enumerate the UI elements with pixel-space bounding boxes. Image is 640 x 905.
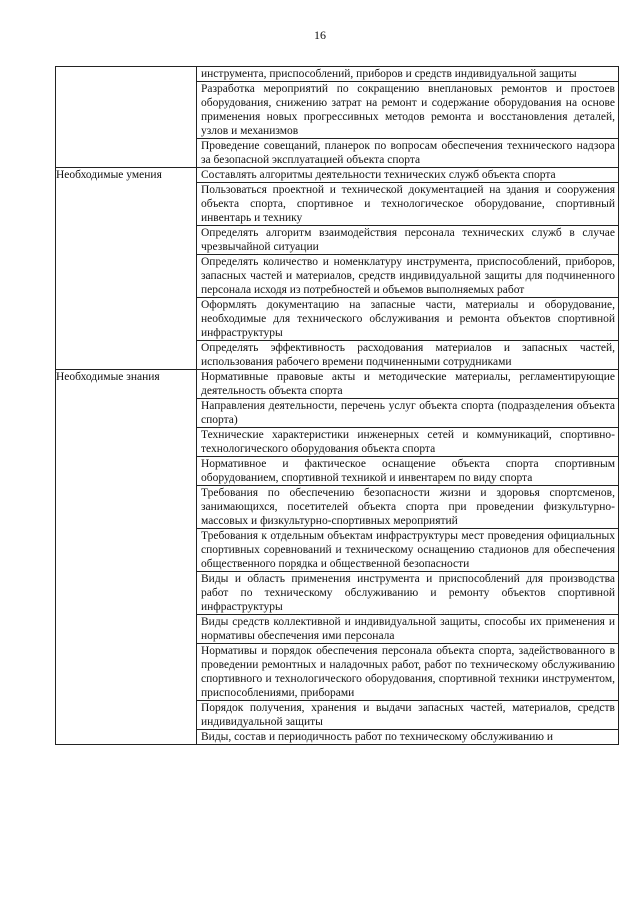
list-item: Виды средств коллективной и индивидуальной защиты, способы их применения и нормативы обеспечения ими персонала	[197, 615, 618, 644]
section-label: Необходимые умения	[56, 168, 197, 370]
section-items	[197, 67, 619, 168]
list-item: Проведение совещаний, планерок по вопросам обеспечения технического надзора за безопасной эксплуатацией объекта спорта	[201, 140, 615, 166]
list-item: Оформлять документацию на запасные части, материалы и оборудование, необходимые для технического обслуживания и ремонта объектов спортивной инфраструктуры	[197, 298, 618, 341]
table-row	[56, 67, 619, 168]
list-item: Требования к отдельным объектам инфраструктуры мест проведения официальных спортивных соревнований и техническому оснащению стадионов для обеспечения общественного порядка и общественной безопасности	[197, 529, 618, 572]
list-item: Нормативное и фактическое оснащение объекта спорта спортивным оборудованием, спортивной техникой и инвентарем по виду спорта	[197, 457, 618, 486]
requirements-table	[55, 66, 619, 745]
section-items	[197, 168, 619, 370]
list-item: Требования по обеспечению безопасности жизни и здоровья спортсменов, занимающихся, посетителей объекта спорта при проведении физкультурно-массовых и физкультурно-спортивных мероприятий	[197, 486, 618, 529]
list-item: инструмента, приспособлений, приборов и средств индивидуальной защиты	[197, 67, 618, 82]
list-item: Нормативные правовые акты и методические материалы, регламентирующие деятельность объекта спорта	[197, 370, 618, 399]
table-row	[56, 370, 619, 745]
page-number: 16	[314, 28, 326, 42]
section-items	[197, 370, 619, 745]
list-item: Технические характеристики инженерных сетей и коммуникаций, спортивно-технологического оборудования объекта спорта	[197, 428, 618, 457]
list-item: Определять эффективность расходования материалов и запасных частей, использования рабочего времени подчиненными сотрудниками	[201, 342, 615, 368]
table-row	[56, 168, 619, 370]
list-item: Порядок получения, хранения и выдачи запасных частей, материалов, средств индивидуальной защиты	[197, 701, 618, 730]
list-item: Определять количество и номенклатуру инструмента, приспособлений, приборов, запасных частей и материалов, средств индивидуальной защиты для подчиненного персонала исходя из потребностей и объемов выполняемых работ	[197, 255, 618, 298]
list-item: Пользоваться проектной и технической документацией на здания и сооружения объекта спорта, спортивное и технологическое оборудование, спортивный инвентарь и технику	[197, 183, 618, 226]
list-item: Виды, состав и периодичность работ по техническому обслуживанию и	[201, 731, 554, 743]
list-item: Составлять алгоритмы деятельности технических служб объекта спорта	[197, 168, 618, 183]
list-item: Разработка мероприятий по сокращению внеплановых ремонтов и простоев оборудования, снижению затрат на ремонт и содержание оборудования на основе применения новых прогрессивных методов ремонта и восстановления деталей, узлов и механизмов	[197, 82, 618, 139]
section-label	[56, 67, 197, 168]
section-label: Необходимые знания	[56, 370, 197, 745]
list-item: Виды и область применения инструмента и приспособлений для производства работ по техническому обслуживанию и ремонту объектов спортивной инфраструктуры	[197, 572, 618, 615]
list-item: Определять алгоритм взаимодействия персонала технических служб в случае чрезвычайной ситуации	[197, 226, 618, 255]
list-item: Нормативы и порядок обеспечения персонала объекта спорта, задействованного в проведении ремонтных и наладочных работ, работ по техническому обслуживанию спортивного и технологического оборудования, спортивной техники инструментом, приспособлениями, приборами	[197, 644, 618, 701]
list-item: Направления деятельности, перечень услуг объекта спорта (подразделения объекта спорта)	[197, 399, 618, 428]
